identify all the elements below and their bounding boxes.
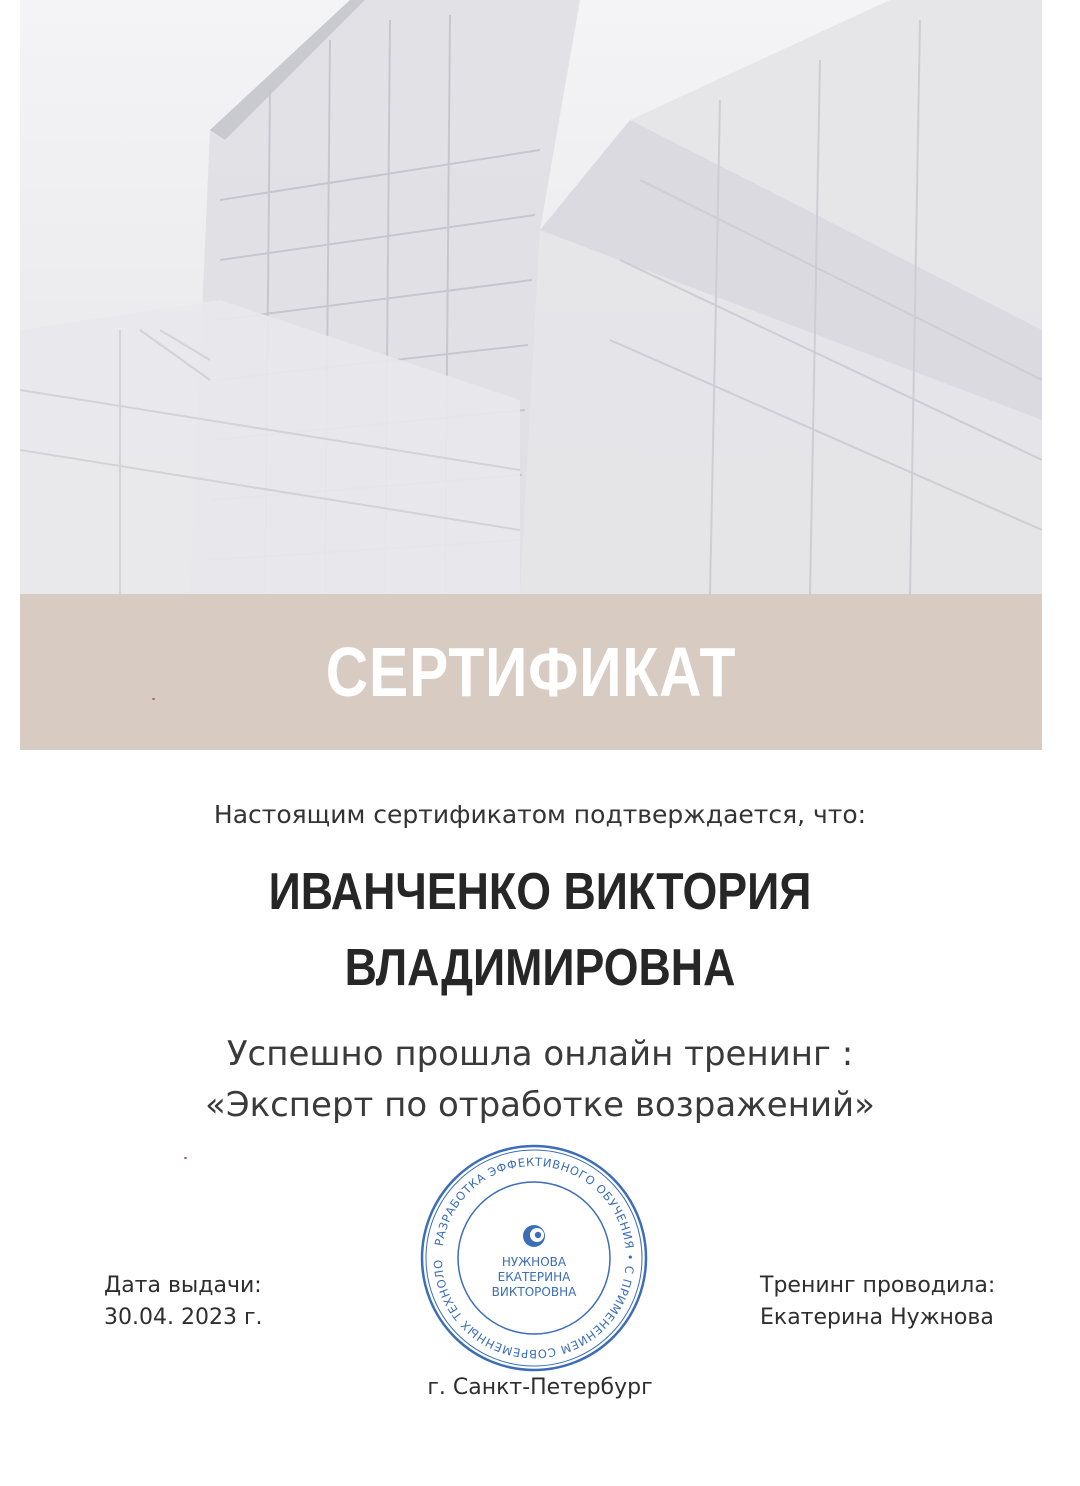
stamp-name-line1: НУЖНОВА <box>501 1254 567 1269</box>
title-band <box>20 594 1042 750</box>
recipient-name-line2: ВЛАДИМИРОВНА <box>344 939 736 997</box>
stamp-center <box>418 1142 650 1374</box>
stamp-name-line2: ЕКАТЕРИНА <box>497 1269 571 1284</box>
course-name: «Эксперт по отработке возражений» <box>205 1085 875 1125</box>
scan-speck <box>152 698 155 700</box>
certificate-title: СЕРТИФИКАТ <box>325 633 737 711</box>
confirmation-text: Настоящим сертификатом подтверждается, что: <box>213 800 867 829</box>
stamp-logo-icon <box>521 1223 547 1249</box>
trainer-name: Екатерина Нужнова <box>760 1305 994 1330</box>
official-stamp <box>418 1142 650 1374</box>
issue-date-label: Дата выдачи: <box>104 1273 262 1298</box>
scan-speck <box>184 1157 187 1159</box>
completion-text: Успешно прошла онлайн тренинг : <box>226 1034 854 1074</box>
recipient-name-line1: ИВАНЧЕНКО ВИКТОРИЯ <box>268 863 812 921</box>
stamp-ring-text: РАЗРАБОТКА ЭФФЕКТИВНОГО ОБУЧЕНИЯ • С ПРИМЕНЕНИЕМ СОВРЕМЕННЫХ ТЕХНОЛО <box>430 1154 638 1362</box>
building-background-image <box>20 0 1042 594</box>
building-illustration <box>20 0 1042 594</box>
issue-date-value: 30.04. 2023 г. <box>104 1305 263 1330</box>
stamp-name-line3: ВИКТОРОВНА <box>491 1284 577 1299</box>
trainer-label: Тренинг проводила: <box>760 1273 996 1298</box>
city: г. Санкт-Петербург <box>427 1375 653 1400</box>
